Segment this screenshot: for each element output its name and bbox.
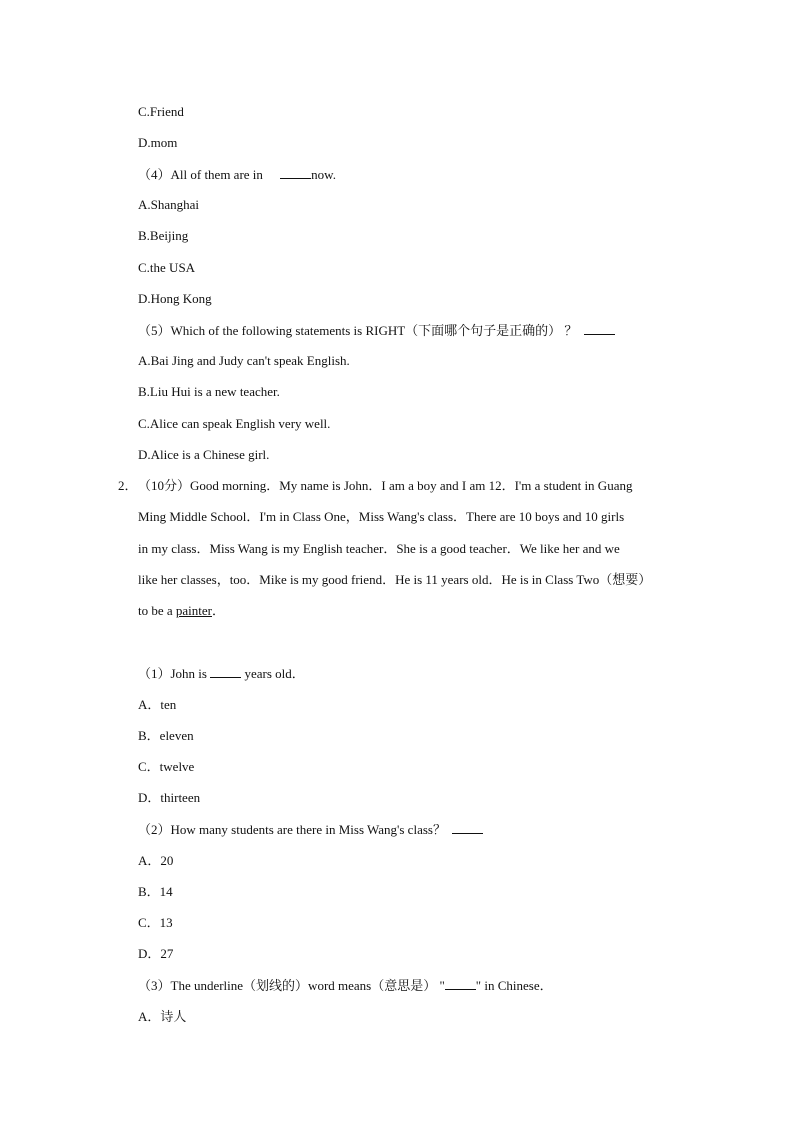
sub-question-2-option-d: D．27 [138, 946, 174, 961]
answer-blank [452, 821, 483, 834]
passage-line-4: like her classes，too．Mike is my good friend．He is 11 years old．He is in Class Two（想要） [138, 572, 652, 587]
question-5-option-d: D.Alice is a Chinese girl. [138, 447, 270, 462]
sub-question-1-prefix: （1）John is [138, 666, 211, 681]
question-5-text: （5）Which of the following statements is RIGHT（下面哪个句子是正确的） ？ [138, 323, 578, 338]
question-4-suffix: now. [311, 167, 336, 182]
sub-question-3-suffix: " in Chinese． [475, 978, 553, 993]
sub-question-3 [138, 977, 553, 994]
passage-line-5-prefix: to be a [138, 603, 176, 618]
sub-question-1-option-d: D．thirteen [138, 790, 201, 805]
passage-line-2: Ming Middle School．I'm in Class One，Miss Wang's class．There are 10 boys and 10 girls [138, 509, 625, 524]
sub-question-2-option-b: B．14 [138, 884, 173, 899]
sub-question-3-option-a: A．诗人 [138, 1009, 187, 1024]
passage-line-5-suffix: ． [212, 603, 226, 618]
option-d-mom: D.mom [138, 135, 178, 150]
answer-blank [280, 166, 311, 179]
option-c-friend: C.Friend [138, 104, 184, 119]
passage-line-1: （10分）Good morning．My name is John．I am a boy and I am 12．I'm a student in Guang [138, 478, 633, 493]
question-4 [138, 166, 336, 183]
question-5-option-c: C.Alice can speak English very well. [138, 416, 331, 431]
sub-question-3-prefix: （3）The underline（划线的）word means（意思是） " [138, 978, 445, 993]
sub-question-1-option-a: A．ten [138, 697, 177, 712]
sub-question-1-suffix: years old． [241, 666, 305, 681]
answer-blank [210, 665, 241, 678]
underlined-word: painter [175, 603, 212, 618]
sub-question-1-option-c: C．twelve [138, 759, 195, 774]
sub-question-1-option-b: B．eleven [138, 728, 194, 743]
question-5-option-b: B.Liu Hui is a new teacher. [138, 384, 280, 399]
question-4-prefix: （4）All of them are in [138, 167, 267, 182]
answer-blank [445, 977, 476, 990]
sub-question-2-option-c: C．13 [138, 915, 173, 930]
sub-question-2-text: （2）How many students are there in Miss Wang's class？ [138, 822, 446, 837]
passage-line-3: in my class．Miss Wang is my English teacher．She is a good teacher．We like her and we [138, 541, 620, 556]
answer-blank [584, 322, 615, 335]
question-4-option-d: D.Hong Kong [138, 291, 212, 306]
question-4-option-b: B.Beijing [138, 228, 189, 243]
question-5-option-a: A.Bai Jing and Judy can't speak English. [138, 353, 350, 368]
question-2-number: 2． [118, 478, 138, 493]
question-4-option-a: A.Shanghai [138, 197, 200, 212]
sub-question-2-option-a: A．20 [138, 853, 174, 868]
question-4-option-c: C.the USA [138, 260, 196, 275]
passage-line-5 [138, 603, 225, 619]
question-5 [138, 322, 615, 339]
sub-question-2 [138, 821, 483, 838]
sub-question-1 [138, 665, 305, 682]
